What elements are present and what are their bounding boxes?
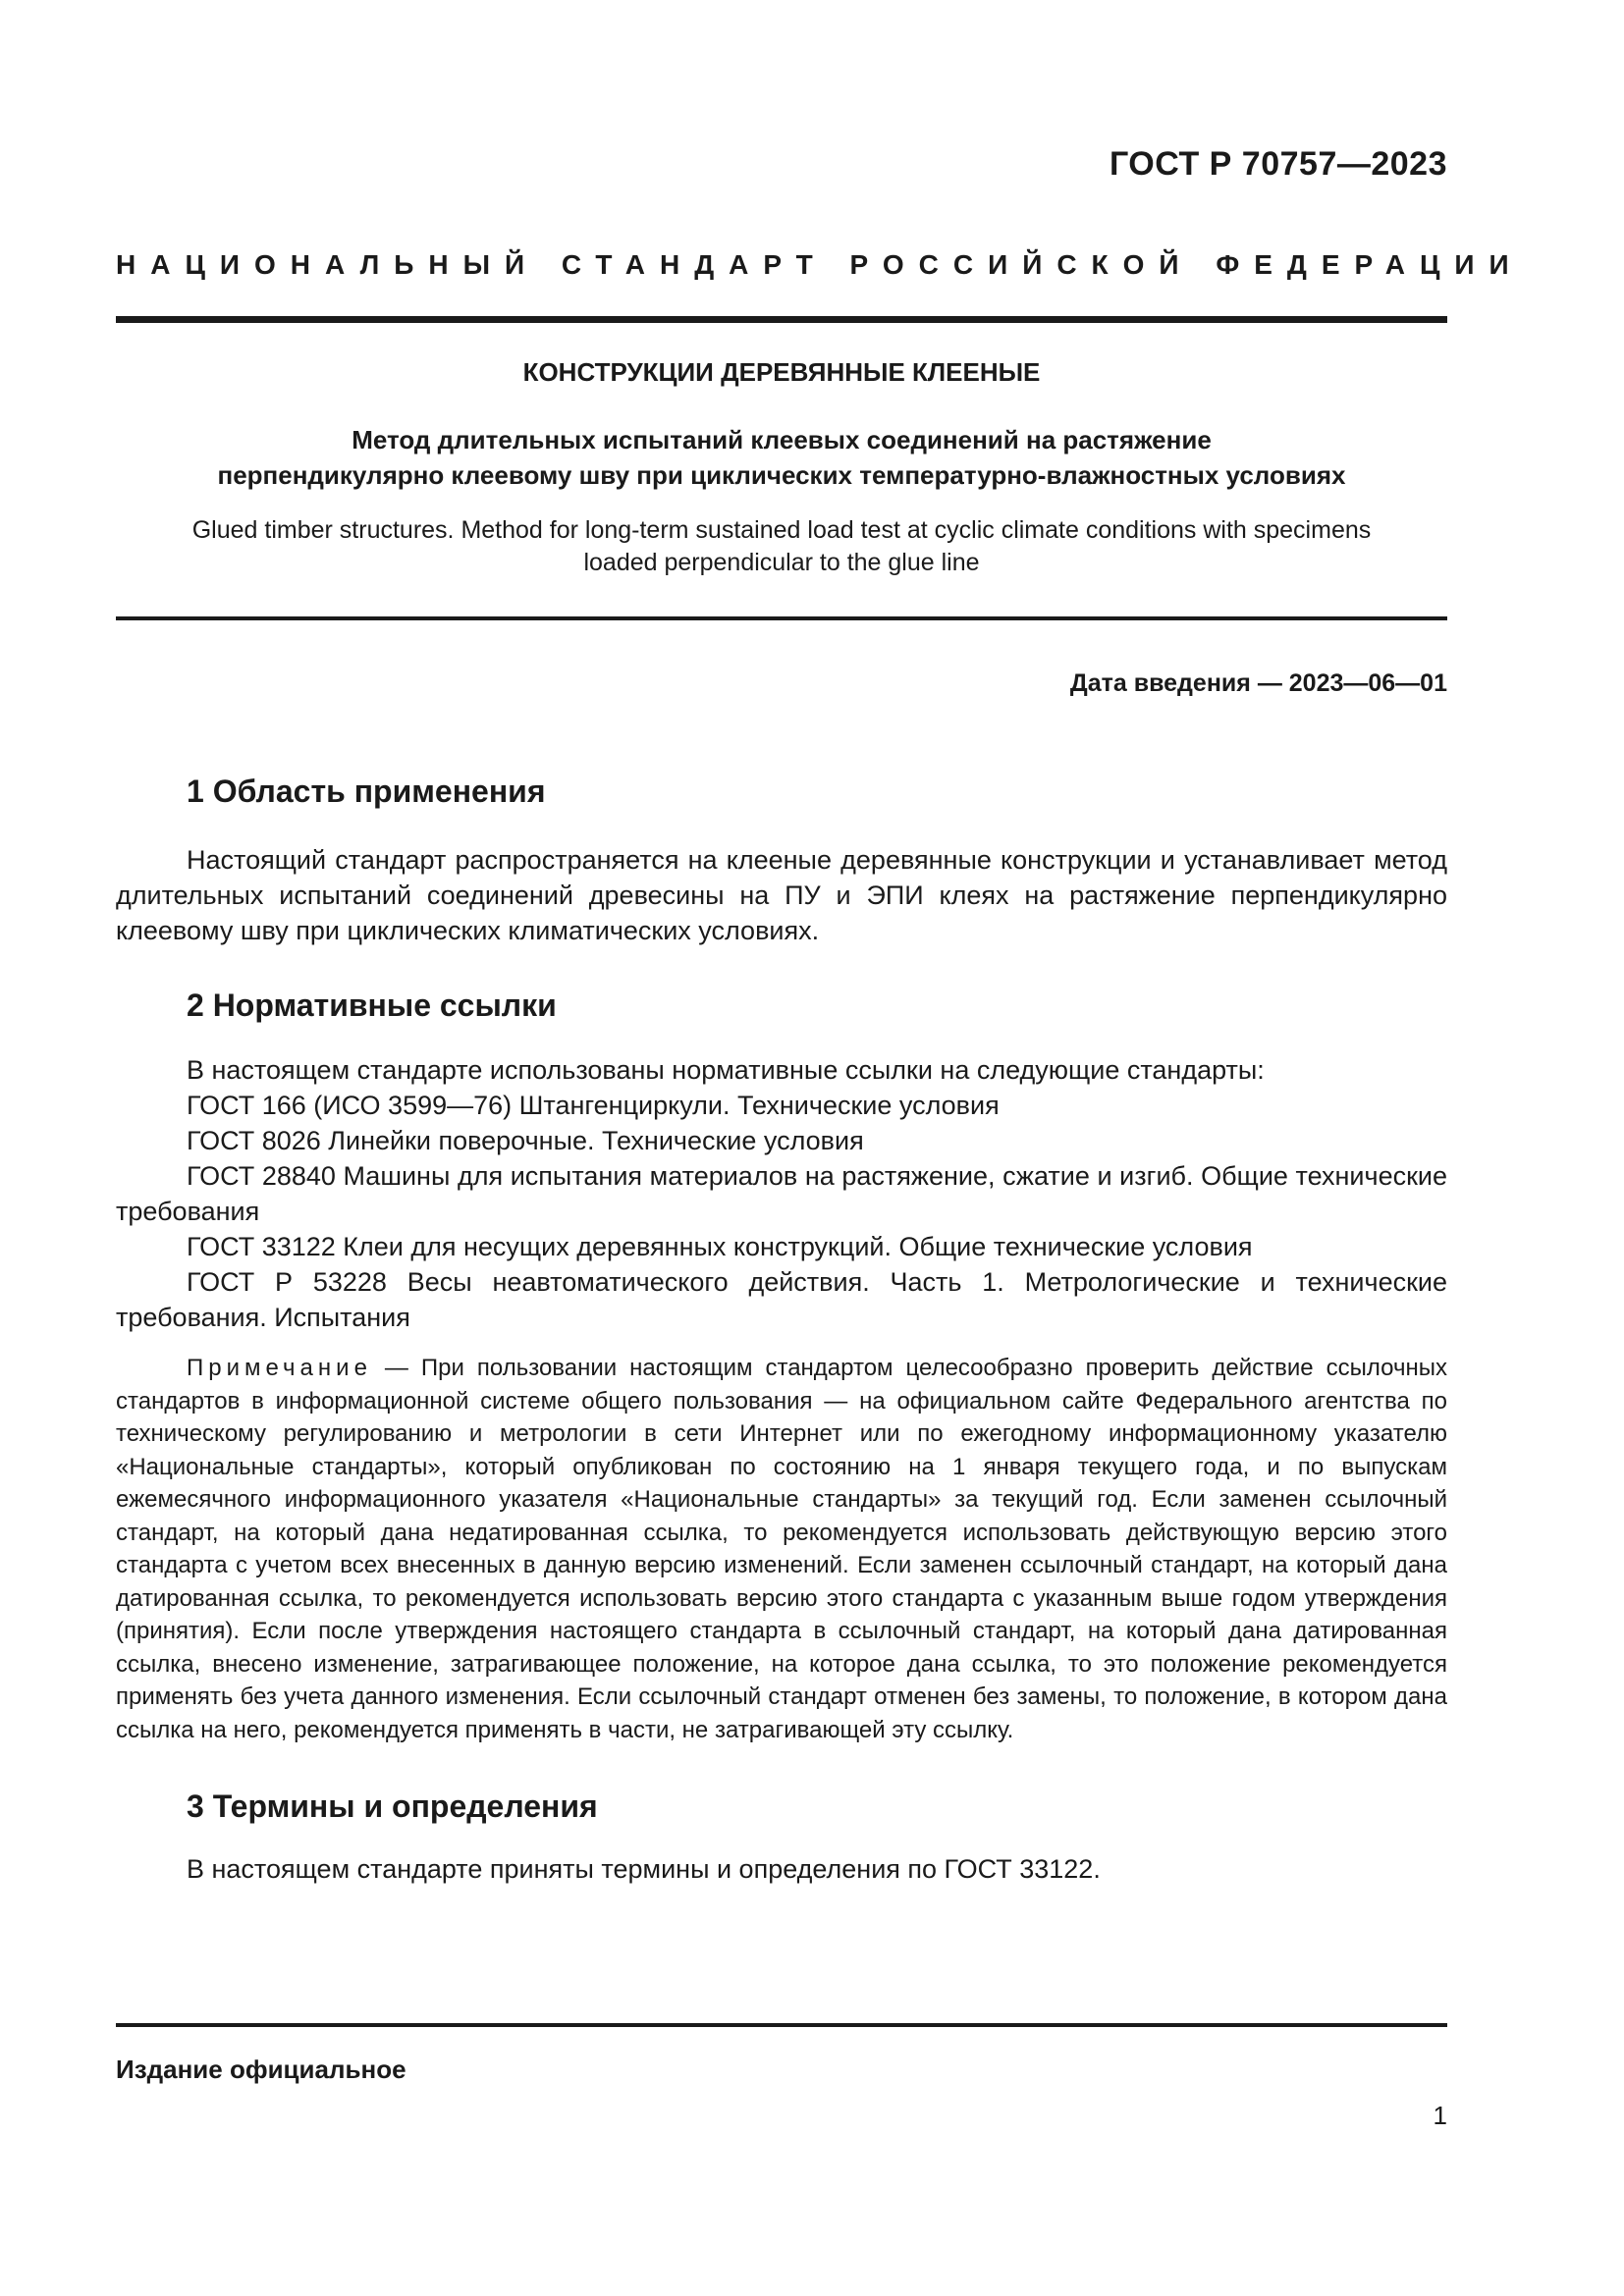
english-title <box>116 514 1447 579</box>
introduction-date: Дата введения — 2023—06—01 <box>1069 669 1447 697</box>
section-3-text <box>116 1851 1447 1887</box>
national-standard-title: НАЦИОНАЛЬНЫЙ СТАНДАРТ РОССИЙСКОЙ ФЕДЕРАЦИИ <box>116 249 1524 280</box>
references-intro: В настоящем стандарте использованы нормативные ссылки на следующие стандарты: <box>187 1055 1265 1085</box>
note-block <box>116 1352 1447 1746</box>
subtitle-line: Метод длительных испытаний клеевых соединений на растяжение <box>352 425 1212 454</box>
section-2-references <box>116 1052 1447 1335</box>
reference-item: ГОСТ 33122 Клеи для несущих деревянных конструкций. Общие технические условия <box>187 1232 1253 1261</box>
paragraph: Настоящий стандарт распространяется на клееные деревянные конструкции и устанавливает метод длительных испытаний соединений древесины на ПУ и ЭПИ клеях на растяжение перпендикулярно клеевому шву при циклических климатических условиях. <box>116 845 1447 945</box>
section-1-heading: 1 Область применения <box>187 774 546 809</box>
page-number: 1 <box>1433 2101 1447 2130</box>
english-title-line: loaded perpendicular to the glue line <box>583 549 980 576</box>
footer-divider <box>116 2023 1447 2027</box>
reference-item: ГОСТ 8026 Линейки поверочные. Технические условия <box>187 1126 864 1155</box>
reference-item: ГОСТ 166 (ИСО 3599—76) Штангенциркули. Технические условия <box>187 1091 1000 1120</box>
reference-item: ГОСТ Р 53228 Весы неавтоматического действия. Часть 1. Метрологические и технические требования. Испытания <box>116 1267 1447 1332</box>
document-title: КОНСТРУКЦИИ ДЕРЕВЯННЫЕ КЛЕЕНЫЕ <box>522 357 1041 387</box>
paragraph: В настоящем стандарте приняты термины и определения по ГОСТ 33122. <box>187 1854 1101 1884</box>
english-title-line: Glued timber structures. Method for long-term sustained load test at cyclic climate conditions with specimens <box>191 516 1372 544</box>
document-number: ГОСТ Р 70757—2023 <box>1109 145 1447 183</box>
title-divider <box>116 616 1447 620</box>
official-edition-label: Издание официальное <box>116 2055 406 2084</box>
note-label: Примечание <box>187 1355 372 1381</box>
subtitle-line: перпендикулярно клеевому шву при циклических температурно-влажностных условиях <box>217 460 1346 490</box>
top-divider <box>116 316 1447 323</box>
section-3-heading: 3 Термины и определения <box>187 1789 598 1824</box>
note-text: — При пользовании настоящим стандартом целесообразно проверить действие ссылочных стандартов в информационной системе общего пользования — на официальном сайте Федерального агентства по техническому регулированию и метрологии в сети Интернет или по ежегодному информационному указателю «Национальные стандарты», который опубликован по состоянию на 1 января текущего года, и по выпускам ежемесячного информационного указателя «Национальные стандарты» за текущий год. Если заменен ссылочный стандарт, на который дана недатированная ссылка, то рекомендуется использовать действующую версию этого стандарта с учетом всех внесенных в данную версию изменений. Если заменен ссылочный стандарт, на который дана датированная ссылка, то рекомендуется использовать версию этого стандарта с указанным выше годом утверждения (принятия). Если после утверждения настоящего стандарта в ссылочный стандарт, на который дана датированная ссылка, внесено изменение, затрагивающее положение, на которое дана ссылка, то это положение рекомендуется применять без учета данного изменения. Если ссылочный стандарт отменен без замены, то положение, в котором дана ссылка на него, рекомендуется применять в части, не затрагивающей эту ссылку. <box>116 1355 1447 1743</box>
section-2-heading: 2 Нормативные ссылки <box>187 988 557 1023</box>
section-1-text <box>116 842 1447 948</box>
note-paragraph <box>116 1352 1447 1746</box>
document-subtitle <box>116 422 1447 493</box>
reference-item: ГОСТ 28840 Машины для испытания материалов на растяжение, сжатие и изгиб. Общие технические требования <box>116 1161 1447 1226</box>
